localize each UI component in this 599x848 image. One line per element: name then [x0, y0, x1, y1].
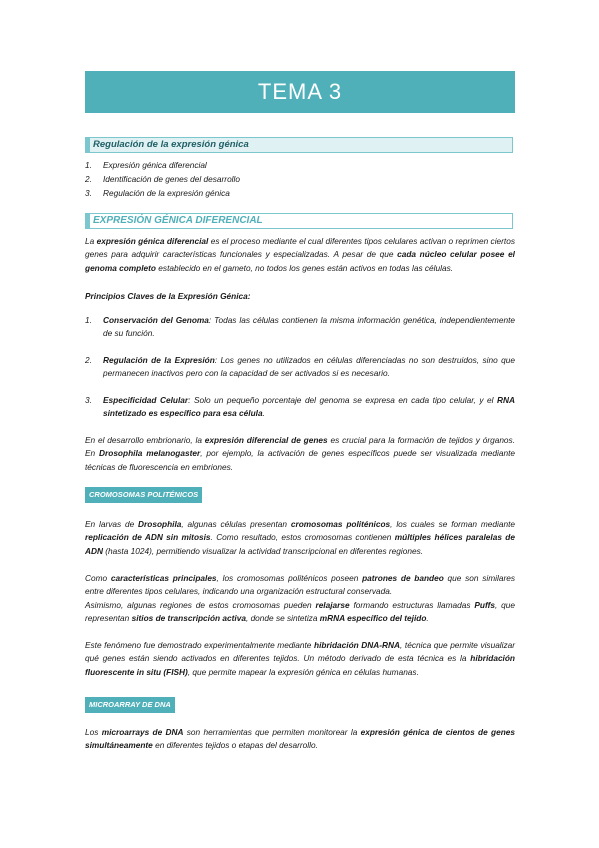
list-item: 2. Identificación de genes del desarrollo — [85, 174, 240, 184]
page-title: TEMA 3 — [257, 79, 343, 104]
principle-item: 2. Regulación de la Expresión: Los genes no utilizados en células diferenciadas no son destruidos, sino que permanecen inactivos pero con la capacidad de ser activados si es necesario. — [85, 355, 515, 379]
list-item: 1. Expresión génica diferencial — [85, 160, 207, 170]
principle-item: 1. Conservación del Genoma: Todas las células contienen la misma información genética, independientemente de su función. — [85, 315, 515, 339]
principles-title: Principios Claves de la Expresión Génica: — [85, 291, 251, 301]
topic-list — [85, 158, 240, 200]
paragraph-embryo: En el desarrollo embrionario, la expresión diferencial de genes es crucial para la formación de tejidos y órganos. En Drosophila melanogaster, por ejemplo, la activación de genes específicos puede ser visualizada mediante técnicas de fluorescencia en embriones. — [85, 435, 516, 472]
list-item: 3. Regulación de la expresión génica — [85, 188, 230, 198]
principle-item: 3. Especificidad Celular: Solo un pequeño porcentaje del genoma se expresa en cada tipo celular, y el RNA sintetizado es específico para esa célula. — [85, 395, 515, 419]
section-heading-expresion: EXPRESIÓN GÉNICA DIFERENCIAL — [85, 213, 513, 229]
paragraph-microarray: Los microarrays de DNA son herramientas que permiten monitorear la expresión génica de cientos de genes simultáneamente en diferentes tejidos o etapas del desarrollo. — [85, 727, 516, 751]
title-banner — [85, 71, 515, 113]
section-heading-regulacion: Regulación de la expresión génica — [85, 137, 513, 153]
section-heading-cromosomas: CROMOSOMAS POLITÉNICOS — [85, 487, 202, 503]
paragraph-cromosomas-1: En larvas de Drosophila, algunas células presentan cromosomas politénicos, los cuales se forman mediante replicación de ADN sin mitosis. Como resultado, estos cromosomas contienen múltiples hélices paralelas de ADN (hasta 1024), permitiendo visualizar la actividad transcripcional en diferentes regiones. — [85, 519, 516, 556]
paragraph-cromosomas-3: Asimismo, algunas regiones de estos cromosomas pueden relajarse formando estructuras llamadas Puffs, que representan sitios de transcripción activa, donde se sintetiza mRNA específico del tejido. — [85, 600, 515, 624]
paragraph-cromosomas-2: Como características principales, los cromosomas politénicos poseen patrones de bandeo que son similares entre diferentes tipos celulares, indicando una organización estructural conservada. — [85, 573, 515, 597]
paragraph-cromosomas-4: Este fenómeno fue demostrado experimentalmente mediante hibridación DNA-RNA, técnica que permite visualizar qué genes están siendo activados en diferentes tejidos. Un método derivado de esta técnica es la hibridación fluorescente in situ (FISH), que permite mapear la expresión génica en células humanas. — [85, 640, 516, 677]
section-heading-microarray: MICROARRAY DE DNA — [85, 697, 175, 713]
paragraph-intro: La expresión génica diferencial es el proceso mediante el cual diferentes tipos celulares activan o reprimen ciertos genes para adquirir características funcionales y especializadas. A pesar de que cada núcleo celular posee el genoma completo establecido en el gameto, no todos los genes están activos en todas las células. — [85, 236, 515, 273]
